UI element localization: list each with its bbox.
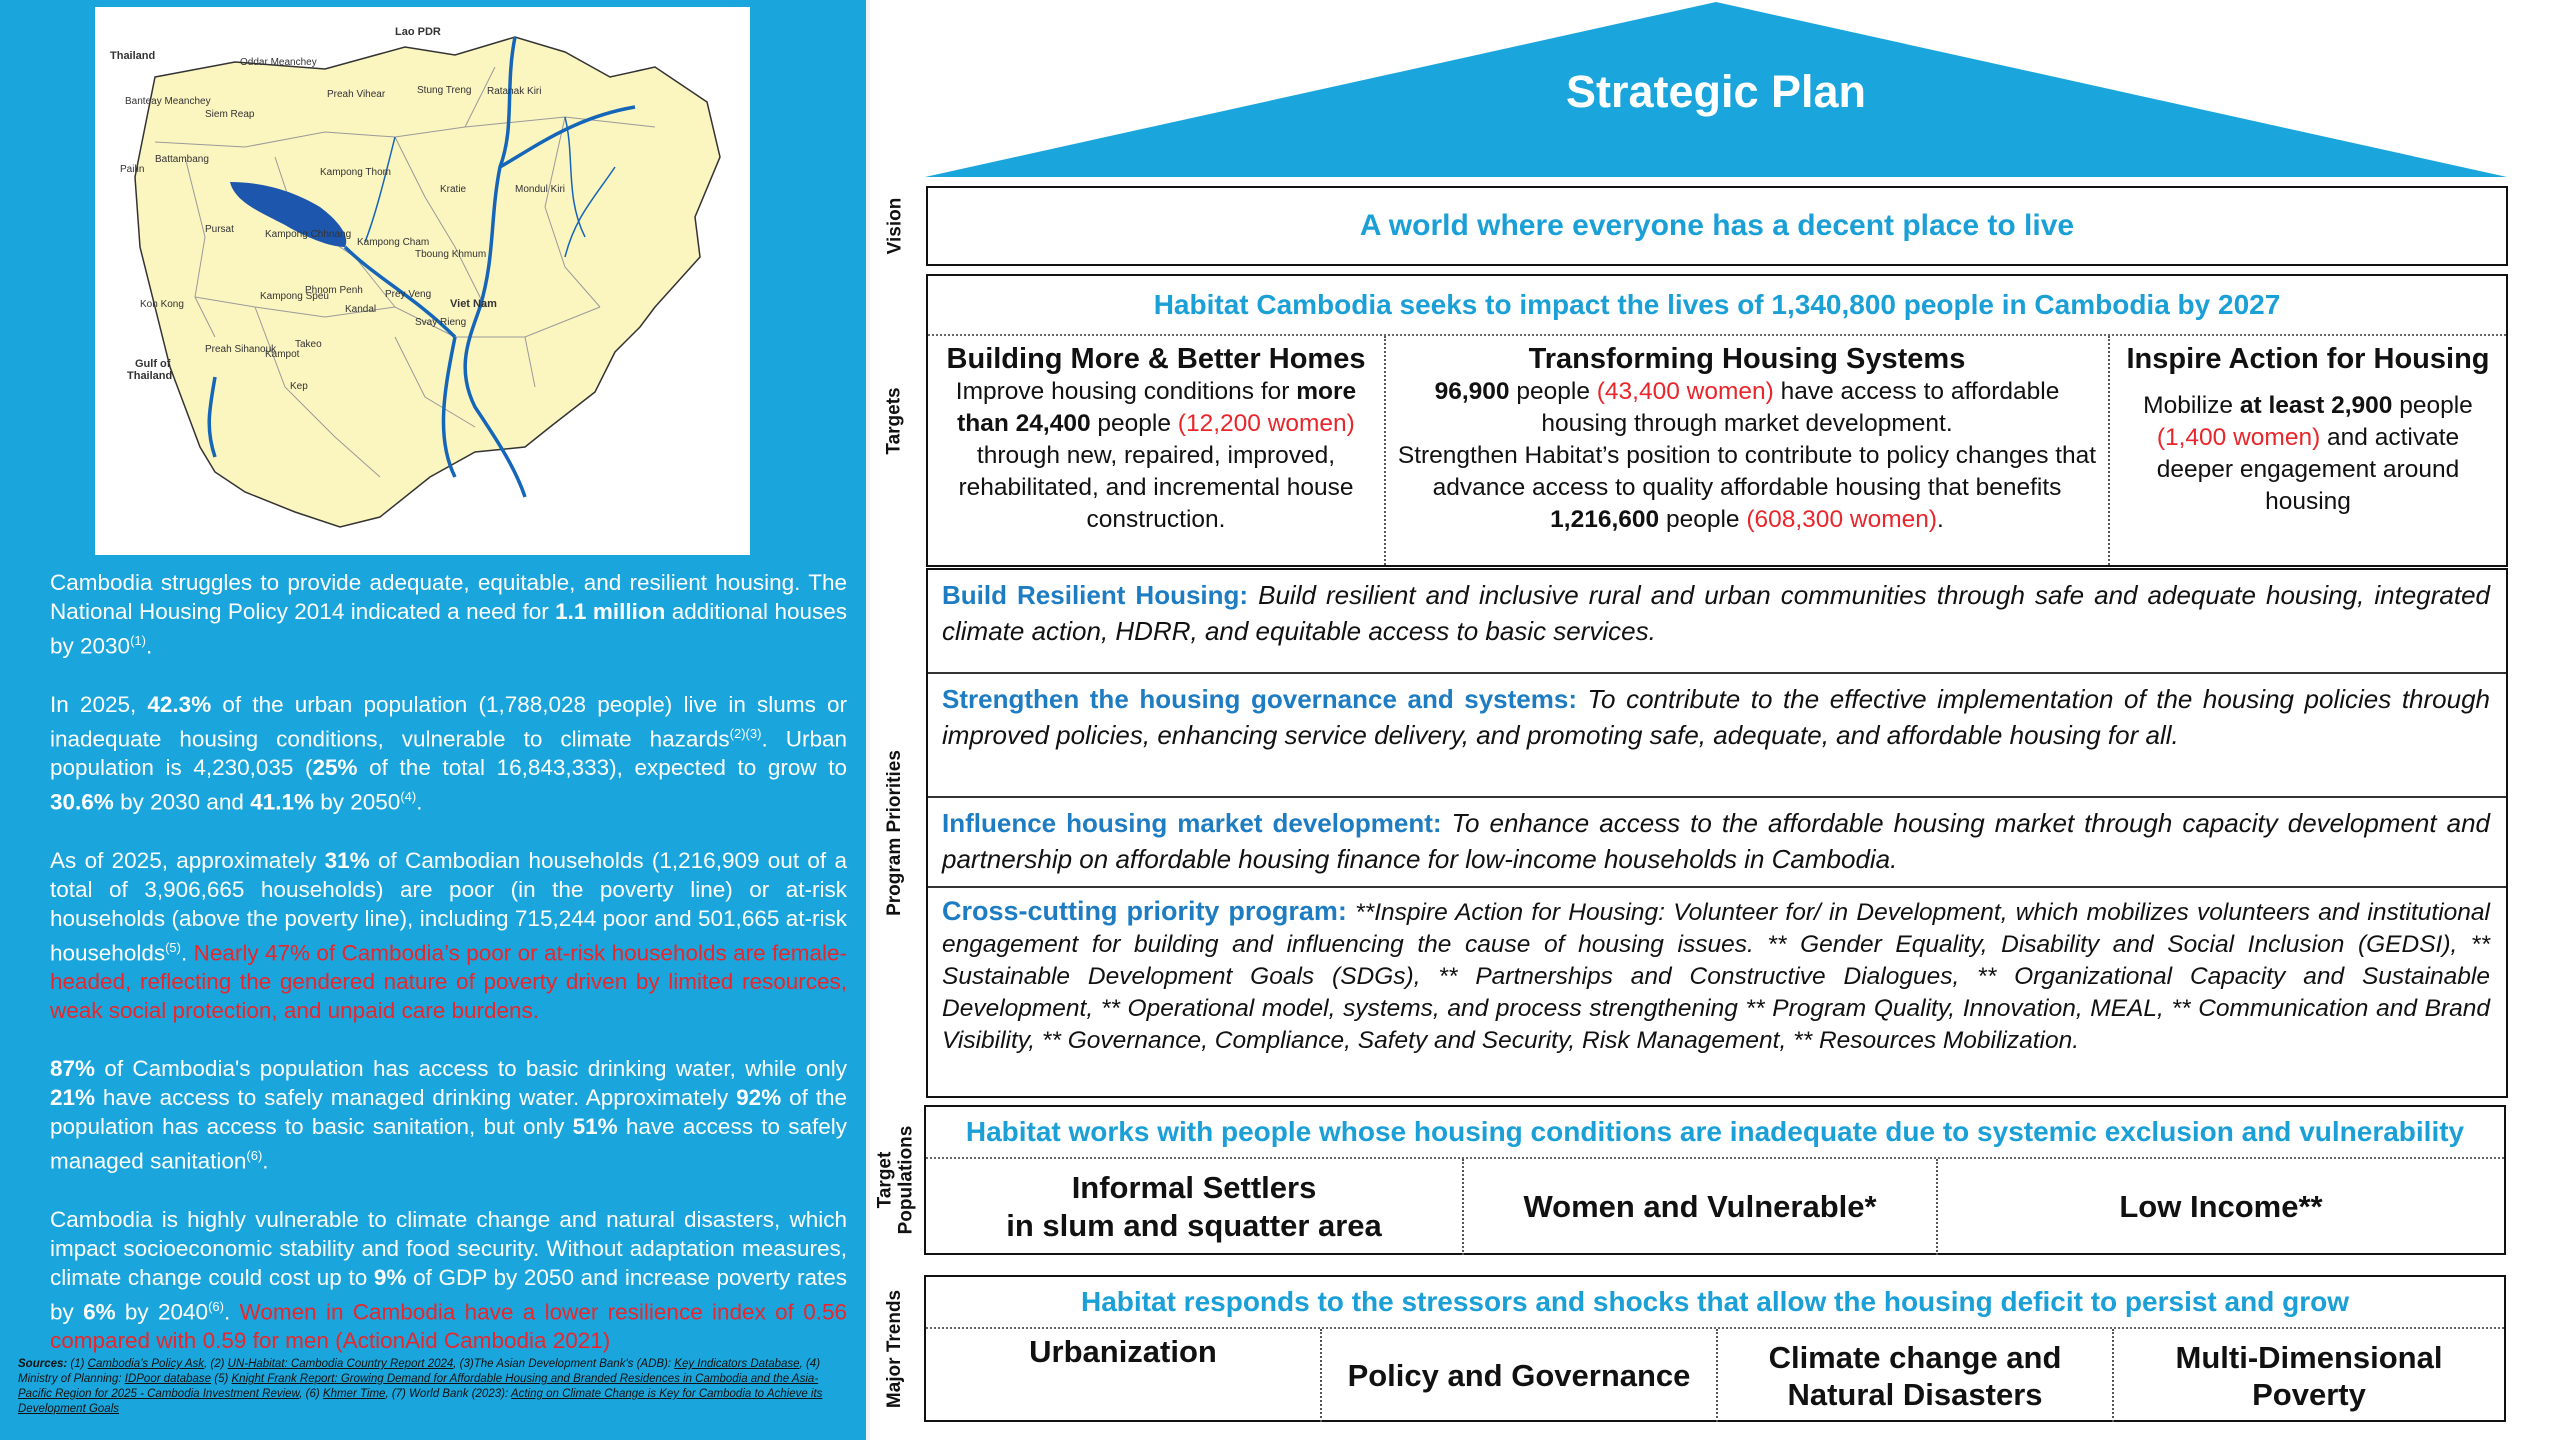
target-title: Transforming Housing Systems (1528, 343, 1966, 375)
text: Cambodia is highly vulnerable to climate change and natural disasters, which impact socioeconomic stability and food security. Without adaptation measures, climate change could cost up to (50, 1206, 847, 1290)
text-bold: 42.3% (147, 691, 212, 717)
map-label: Kampot (265, 349, 300, 360)
source-link[interactable]: Knight Frank Report: Growing Demand for Affordable Housing and Branded Residences in Cambodia and the Asia-Pacific Region for 2025 - Cambodia Investment Review (18, 1373, 819, 1400)
text-bold: 1,216,600 (1550, 506, 1660, 533)
text-highlight: Women in Cambodia have a lower resilience index of 0.56 compared with 0.59 for men (ActionAid Cambodia 2021) (50, 1299, 847, 1353)
footnote-ref: (4) (400, 789, 417, 804)
text-bold: 6% (83, 1299, 116, 1324)
map-label: Kampong Chhnang (265, 229, 352, 240)
program-label: Cross-cutting priority program: (942, 896, 1347, 926)
map-label: Oddar Meanchey (240, 57, 317, 68)
target-populations-heading: Habitat works with people whose housing conditions are inadequate due to systemic exclusion and vulnerability (926, 1107, 2504, 1159)
text-red: (43,400 women) (1596, 378, 1774, 405)
major-trends-heading: Habitat responds to the stressors and shocks that allow the housing deficit to persist and grow (926, 1277, 2504, 1329)
population-women-vulnerable: Women and Vulnerable* (1462, 1159, 1936, 1255)
target-col-homes (928, 336, 1384, 565)
footnote-ref: (6) (246, 1148, 263, 1163)
text: . (416, 789, 423, 815)
footnote-ref: (2)(3) (729, 725, 762, 741)
map-label: Tboung Khmum (415, 249, 487, 260)
context-paragraph-2 (50, 690, 847, 817)
text-bold: 96,900 (1434, 378, 1510, 405)
text: and activate deeper engagement around housing (2156, 424, 2460, 515)
map-label: Stung Treng (417, 85, 472, 96)
map-label: Thailand (110, 50, 156, 62)
context-text (50, 568, 847, 1384)
text: have access to affordable housing through market development. (1541, 378, 2060, 437)
map-label: Gulf of (135, 358, 171, 370)
text: . (1937, 506, 1944, 533)
program-text: To enhance access to the affordable housing market through capacity development and partnership on affordable housing finance for low-income households in Cambodia. (942, 808, 2490, 874)
side-label-targets (880, 274, 910, 567)
text: people (2392, 392, 2473, 419)
map-label: Battambang (155, 154, 209, 165)
map-label: Kratie (440, 184, 467, 195)
program-text: To contribute to the effective implementation of the housing policies through improved policies, enhancing service delivery, and promoting safe, adequate, and affordable housing for all. (942, 684, 2490, 750)
plan-title: Strategic Plan (1565, 66, 1867, 117)
text: . (262, 1148, 269, 1174)
footnote-ref: (6) (208, 1298, 224, 1314)
map-label: Banteay Meanchey (125, 96, 211, 107)
source-link[interactable]: IDPoor database (124, 1373, 212, 1385)
side-label-text: Vision (884, 197, 906, 255)
program-item (928, 570, 2506, 674)
major-trends-box (924, 1275, 2506, 1422)
text-bold: 41.1% (250, 789, 314, 815)
population-low-income: Low Income** (1936, 1159, 2504, 1255)
target-col-systems (1384, 336, 2108, 565)
map-label: Kampong Cham (357, 237, 430, 248)
source-link[interactable]: Key Indicators Database (674, 1358, 800, 1370)
text: . Urban population is 4,230,035 ( (50, 726, 847, 780)
map-label: Pursat (205, 224, 234, 235)
side-label-text: Targets (884, 386, 906, 455)
text-red: (12,200 women) (1177, 410, 1355, 437)
context-paragraph-3 (50, 846, 847, 1026)
vision-statement: A world where everyone has a decent place to live (1359, 209, 2075, 242)
map-label: Viet Nam (450, 298, 497, 310)
text: people (1509, 378, 1597, 405)
program-text: Build resilient and inclusive rural and urban communities through safe and adequate housing, integrated climate action, HDRR, and equitable access to basic services. (942, 580, 2490, 646)
left-info-panel (0, 0, 866, 1440)
map-label: Kampong Speu (260, 291, 329, 302)
side-label-text: Major Trends (884, 1289, 905, 1408)
text: of the total 16,843,333), expected to grow to (357, 755, 847, 780)
text: by 2030 and (113, 789, 251, 815)
map-label: Mondul Kiri (515, 184, 566, 195)
map-label: Kep (290, 381, 308, 392)
side-label-program (880, 568, 910, 1098)
program-text: **Inspire Action for Housing: Volunteer for/ in Development, which mobilizes volunteers and institutional engagement for building and influencing the cause of housing issues. ** Gender Equality, Disability and Social Inclusion (GEDSI), ** Sustainable Development Goals (SDGs), ** Partnerships and Constructive Dialogues, ** Organizational Capacity and Sustainable Development, ** Operational model, systems, and process strengthening ** Program Quality, Innovation, MEAL, ** Communication and Brand Visibility, ** Governance, Compliance, Safety and Security, Risk Management, ** Resources Mobilization. (942, 899, 2490, 1054)
map-label: Lao PDR (395, 26, 441, 38)
map-label: Koh Kong (140, 299, 184, 310)
text-red: (608,300 women) (1746, 506, 1938, 533)
text: Improve housing conditions for (955, 378, 1297, 405)
vision-box (926, 186, 2508, 266)
text: people (1659, 506, 1747, 533)
program-item (928, 888, 2506, 1063)
text: of the urban population (1,788,028 people) live in slums or inadequate housing conditions, vulnerable to climate hazards (50, 691, 847, 751)
context-paragraph-5 (50, 1205, 847, 1356)
text: , (3)The Asian Development Bank's (ADB): (453, 1358, 675, 1370)
program-label: Strengthen the housing governance and systems: (942, 684, 1577, 714)
map-label: Kampong Thom (320, 167, 391, 178)
target-title: Inspire Action for Housing (2126, 343, 2490, 375)
text: additional houses by 2030 (50, 599, 848, 659)
sources-footnote (18, 1357, 848, 1417)
text-bold: more than 24,400 (957, 378, 1357, 437)
text: , (4) Ministry of Planning: (18, 1358, 821, 1385)
text: Cambodia struggles to provide adequate, equitable, and resilient housing. The National Housing Policy 2014 indicated a need for (50, 570, 847, 624)
text: . (223, 1299, 240, 1324)
trend-policy-governance: Policy and Governance (1320, 1329, 1716, 1422)
text: In 2025, (50, 691, 148, 717)
footnote-ref: (1) (130, 633, 146, 648)
text-bold: 9% (373, 1264, 407, 1290)
map-label: Ratanak Kiri (487, 86, 542, 97)
targets-box (926, 274, 2508, 567)
text: by 2040 (115, 1299, 209, 1324)
map-label: Pailin (120, 164, 145, 175)
context-paragraph-1 (50, 568, 847, 661)
text: . (180, 940, 194, 965)
side-label-text: Program Priorities (884, 750, 905, 916)
target-col-inspire (2108, 336, 2506, 565)
text: , (7) World Bank (2023): (385, 1388, 511, 1400)
side-label-vision (880, 186, 910, 266)
cambodia-map-svg (95, 7, 750, 555)
text: As of 2025, approximately (50, 847, 325, 873)
side-label-text: Target Populations (874, 1125, 917, 1235)
map-label: Phnom Penh (305, 285, 363, 296)
text-bold: at least 2,900 (2239, 392, 2393, 419)
text: (1) (67, 1358, 88, 1370)
text: , (6) (299, 1388, 323, 1400)
text-highlight: Nearly 47% of Cambodia’s poor or at-risk households are female-headed, reflecting the gendered nature of poverty driven by limited resources, weak social protection, and unpaid care burdens. (50, 940, 847, 1023)
text: have access to safely managed drinking water. Approximately (95, 1085, 737, 1110)
text: Strengthen Habitat’s position to contribute to policy changes that advance access to quality affordable housing that benefits (1397, 442, 2097, 501)
text: of Cambodian households (1,216,909 out of a total of 3,906,665 households) are poor (in the poverty line) or at-risk households (above the poverty line), including 715,244 poor and 501,665 at-risk households (50, 847, 847, 965)
text: Mobilize (2143, 392, 2240, 419)
source-link[interactable]: UN-Habitat: Cambodia Country Report 2024 (227, 1358, 454, 1370)
panel-divider (866, 0, 870, 1440)
text-bold: 25% (312, 755, 358, 780)
text: of GDP by 2050 and increase poverty rates by (50, 1264, 847, 1324)
text: . (145, 633, 153, 659)
text: of the population has access to basic sanitation, but only (50, 1085, 847, 1139)
program-item (928, 674, 2506, 798)
program-label: Influence housing market development: (942, 808, 1442, 838)
text-bold: 31% (324, 847, 370, 873)
side-label-trends (880, 1275, 910, 1422)
text: (5) (211, 1373, 232, 1385)
map-label: Preah Vihear (327, 89, 386, 100)
text-bold: 1.1 million (555, 599, 666, 624)
population-informal-settlers: Informal Settlers in slum and squatter area (1006, 1170, 1382, 1243)
map-label: Takeo (295, 339, 322, 350)
trend-climate-change: Climate change and Natural Disasters (1716, 1329, 2112, 1422)
program-priorities-box (926, 568, 2508, 1098)
sources-label: Sources: (18, 1358, 68, 1370)
text: of Cambodia's population has access to basic drinking water, while only (95, 1056, 847, 1081)
trend-urbanization: Urbanization (1029, 1334, 1217, 1369)
side-label-target-pop (874, 1105, 917, 1255)
map-label: Thailand (127, 370, 173, 382)
map-label: Kandal (345, 304, 377, 315)
footnote-ref: (5) (165, 939, 181, 955)
text-bold: 30.6% (50, 789, 114, 815)
text: , (2) (204, 1358, 228, 1370)
source-link[interactable]: Acting on Climate Change is Key for Cambodia to Achieve its Development Goals (18, 1388, 823, 1415)
target-title: Building More & Better Homes (946, 343, 1366, 375)
trend-poverty: Multi-Dimensional Poverty (2112, 1329, 2504, 1422)
map-label: Preah Sihanouk (205, 344, 277, 355)
text-bold: 51% (572, 1114, 618, 1139)
text-bold: 21% (50, 1085, 96, 1110)
map-label: Svay Rieng (415, 317, 467, 328)
target-populations-box (924, 1105, 2506, 1255)
context-paragraph-4 (50, 1054, 847, 1176)
program-item (928, 798, 2506, 888)
targets-heading: Habitat Cambodia seeks to impact the lives of 1,340,800 people in Cambodia by 2027 (928, 276, 2506, 336)
map-label: Prey Veng (385, 289, 432, 300)
cambodia-map (95, 7, 750, 555)
source-link[interactable]: Khmer Time (322, 1388, 386, 1400)
text-red: (1,400 women) (2156, 424, 2321, 451)
program-label: Build Resilient Housing: (942, 580, 1249, 610)
text: through new, repaired, improved, rehabilitated, and incremental house construction. (958, 442, 1354, 533)
map-label: Siem Reap (205, 109, 255, 120)
text-bold: 87% (50, 1056, 96, 1081)
text: by 2050 (314, 789, 401, 815)
source-link[interactable]: Cambodia’s Policy Ask (87, 1358, 204, 1370)
text: people (1090, 410, 1178, 437)
text: have access to safely managed sanitation (50, 1114, 847, 1174)
text-bold: 92% (736, 1085, 782, 1110)
